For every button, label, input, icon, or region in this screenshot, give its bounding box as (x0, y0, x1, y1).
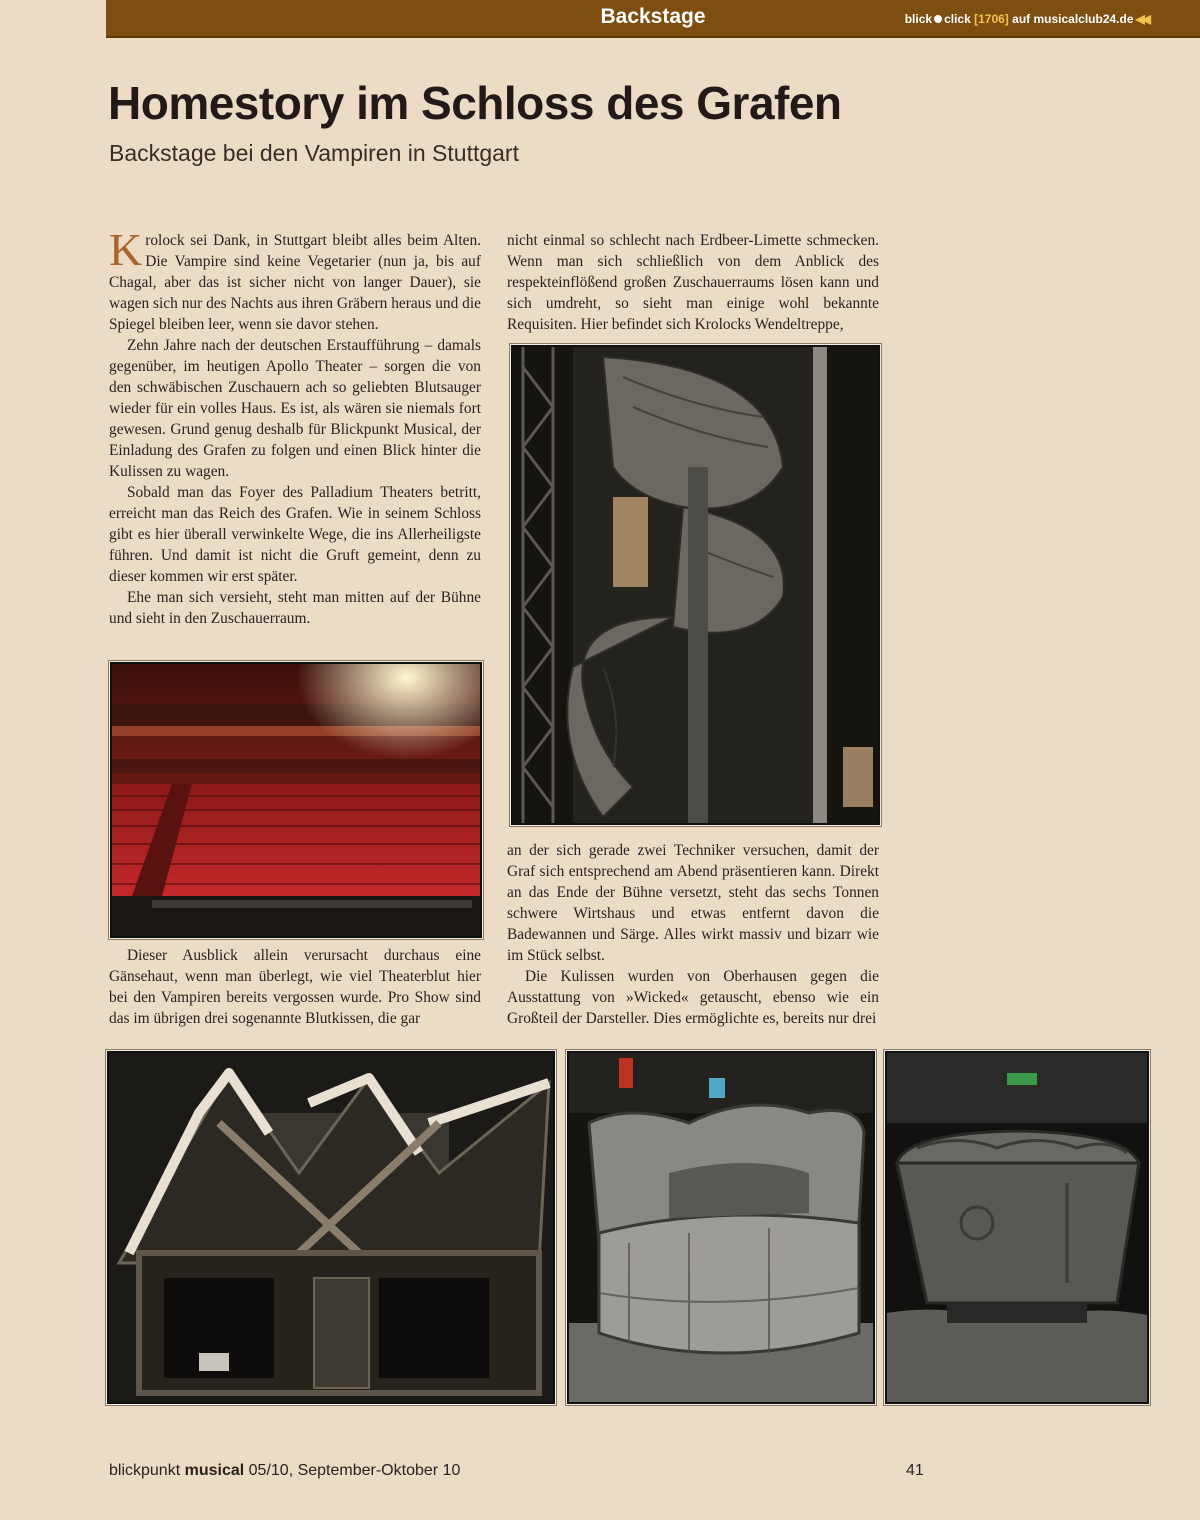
webcode-click: click (944, 12, 971, 26)
webcode-site: auf musicalclub24.de (1012, 12, 1134, 26)
section-label: Backstage (600, 5, 706, 28)
tavern-set-photo (107, 1051, 555, 1404)
coffin-prop-photo (885, 1051, 1149, 1404)
webcode-link[interactable] (905, 12, 1148, 26)
text-column-2-lower (507, 840, 879, 1029)
paragraph-2: Zehn Jahre nach der deutschen Erstaufführung – damals gegenüber, im heutigen Apollo Theater – sorgen die von den schwäbischen Zuschauern ach so geliebten Blutsauger wieder für ein volles Haus. Es ist, als wären sie niemals fort gewesen. Grund genug deshalb für Blickpunkt Musical, der Einladung des Grafen zu folgen und einen Blick hinter die Kulissen zu wagen. (109, 337, 481, 480)
paragraph-6: nicht einmal so schlecht nach Erdbeer-Limette schmecken. Wenn man sich schließlich von dem Anblick des respekteinflößend großen Zuschauerraums lösen kann und sich umdreht, so sieht man einige wohl bekannte Requisiten. Hier befindet sich Krolocks Wendeltreppe, (507, 232, 879, 333)
drop-cap: K (109, 224, 143, 275)
section-header-bar (106, 0, 1200, 38)
magazine-name: blickpunkt (109, 1462, 181, 1479)
article-title: Homestory im Schloss des Grafen (108, 77, 842, 129)
bathtub-prop-photo (567, 1051, 875, 1404)
webcode-number: [1706] (974, 12, 1009, 26)
paragraph-7: an der sich gerade zwei Techniker versuchen, damit der Graf sich entsprechend am Abend präsentieren kann. Direkt an das Ende der Bühne versetzt, steht das sechs Tonnen schwere Wirtshaus und etwas entfernt davon die Badewannen und Särge. Alles wirkt massiv und bizarr wie im Stück selbst. (507, 842, 879, 964)
article-subtitle: Backstage bei den Vampiren in Stuttgart (109, 140, 519, 166)
footer-magazine (109, 1462, 460, 1480)
dot-icon (934, 15, 942, 23)
issue-date: 05/10, September-Oktober 10 (248, 1462, 461, 1479)
webcode-blick: blick (904, 12, 933, 26)
double-arrow-left-icon: ◀◀ (1135, 12, 1148, 26)
text-column-1-lower (109, 945, 481, 1029)
text-column-2 (507, 230, 879, 335)
paragraph-1 (109, 224, 481, 335)
paragraph-8: Die Kulissen wurden von Oberhausen gegen die Ausstattung von »Wicked« getauscht, ebenso wie ein Großteil der Darsteller. Dies ermöglichte es, bereits nur drei (507, 968, 879, 1027)
text-column-1 (109, 224, 481, 629)
spiral-staircase-photo (511, 345, 880, 825)
paragraph-5: Dieser Ausblick allein verursacht durchaus eine Gänsehaut, wenn man überlegt, wie viel Theaterblut hier bei den Vampiren bereits vergossen wurde. Pro Show sind das im übrigen drei sogenannte Blutkissen, die gar (109, 947, 481, 1027)
paragraph-3: Sobald man das Foyer des Palladium Theaters betritt, erreicht man das Reich des Grafen. Wie in seinem Schloss gibt es hier überall verwinkelte Wege, die ins Allerheiligste führen. Und damit ist nicht die Gruft gemeint, denn zu dieser kommen wir erst später. (109, 484, 481, 585)
magazine-name-bold: musical (184, 1462, 245, 1479)
page-number: 41 (906, 1462, 924, 1479)
paragraph-4: Ehe man sich versieht, steht man mitten auf der Bühne und sieht in den Zuschauerraum. (109, 589, 481, 627)
paragraph-1-text: rolock sei Dank, in Stuttgart bleibt alles beim Alten. Die Vampire sind keine Vegetarier (nun ja, bis auf Chagal, aber das ist sicher nicht von langer Dauer), sie wagen sich nur des Nachts aus ihren Gräbern heraus und die Spiegel bleiben leer, wenn sie davor stehen. (109, 232, 481, 333)
auditorium-photo (110, 662, 482, 938)
